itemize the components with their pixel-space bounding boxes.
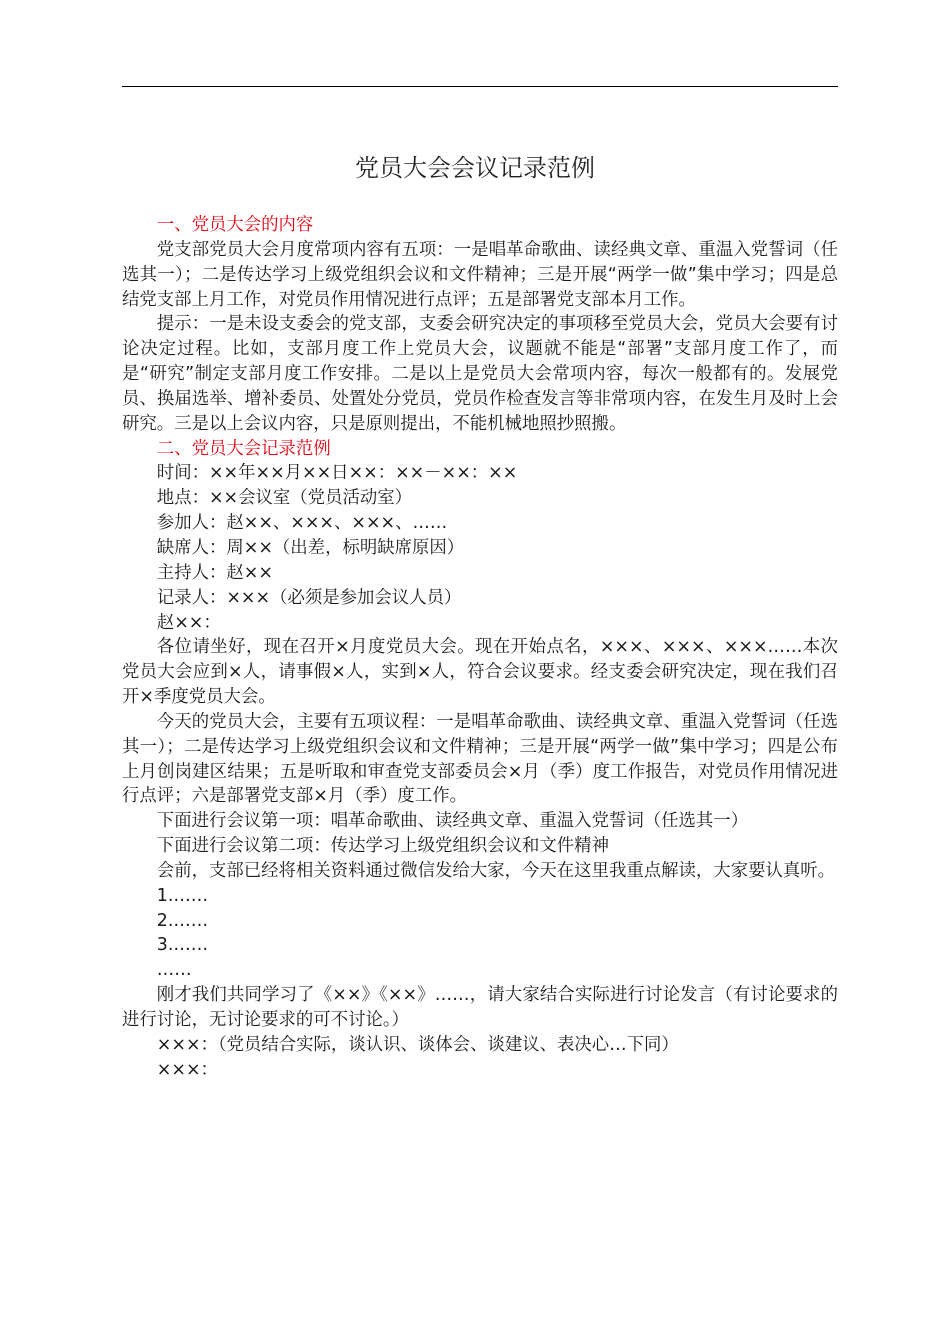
document-title: 党员大会会议记录范例 xyxy=(355,154,595,182)
paragraph: 主持人：赵×× xyxy=(156,562,273,583)
paragraph: 各位请坐好，现在召开×月度党员大会。现在开始点名，×××、×××、×××……本次党员大会应到×人，请事假×人，实到×人，符合会议要求。经支委会研究决定，现在我们召开×季度党员大会。 xyxy=(122,637,838,708)
paragraph: 时间：××年××月××日××：××－××：×× xyxy=(156,463,518,484)
section-heading-1: 一、党员大会的内容 xyxy=(156,215,314,235)
paragraph: 提示：一是未设支委会的党支部，支委会研究决定的事项移至党员大会，党员大会要有讨论决定过程。比如，支部月度工作上党员大会，议题就不能是“部署”支部月度工作了，而是“研究”制定支部月度工作安排。二是以上是党员大会常项内容，每次一般都有的。发展党员、换届选举、增补委员、处置处分党员，党员作检查发言等非常项内容，在发生月及时上会研究。三是以上会议内容，只是原则提出，不能机械地照抄照搬。 xyxy=(122,314,838,434)
list-item: 2.…… xyxy=(156,910,209,931)
paragraph: 今天的党员大会，主要有五项议程：一是唱革命歌曲、读经典文章、重温入党誓词（任选其一）；二是传达学习上级党组织会议和文件精神；三是开展“两学一做”集中学习；四是公布上月创岗建区结果；五是听取和审查党支部委员会×月（季）度工作报告，对党员作用情况进行点评；六是部署党支部×月（季）度工作。 xyxy=(122,711,838,807)
paragraph: ×××：（党员结合实际，谈认识、谈体会、谈建议、表决心…下同） xyxy=(156,1034,679,1055)
header-rule xyxy=(122,86,838,87)
document-body xyxy=(122,213,838,1083)
list-item: 1.…… xyxy=(156,885,209,906)
paragraph: 下面进行会议第二项：传达学习上级党组织会议和文件精神 xyxy=(156,836,609,857)
list-item: 3.…… xyxy=(156,935,209,956)
paragraph: 记录人：×××（必须是参加会议人员） xyxy=(156,587,462,608)
paragraph: 党支部党员大会月度常项内容有五项：一是唱革命歌曲、读经典文章、重温入党誓词（任选其一）；二是传达学习上级党组织会议和文件精神；三是开展“两学一做”集中学习；四是总结党支部上月工作，对党员作用情况进行点评；五是部署党支部本月工作。 xyxy=(122,239,838,310)
paragraph: 刚才我们共同学习了《××》《××》……，请大家结合实际进行讨论发言（有讨论要求的进行讨论，无讨论要求的可不讨论。） xyxy=(122,985,838,1030)
paragraph: 地点：××会议室（党员活动室） xyxy=(156,488,413,509)
paragraph: 下面进行会议第一项：唱革命歌曲、读经典文章、重温入党誓词（任选其一） xyxy=(156,811,749,832)
section-heading-2: 二、党员大会记录范例 xyxy=(156,438,331,459)
paragraph: 会前，支部已经将相关资料通过微信发给大家，今天在这里我重点解读，大家要认真听。 xyxy=(156,860,836,881)
paragraph: 参加人：赵××、×××、×××、…… xyxy=(156,513,448,534)
list-item: …… xyxy=(156,960,192,981)
paragraph: 赵××： xyxy=(156,612,221,633)
paragraph: 缺席人：周××（出差，标明缺席原因） xyxy=(156,537,465,558)
paragraph: ×××： xyxy=(156,1059,218,1080)
